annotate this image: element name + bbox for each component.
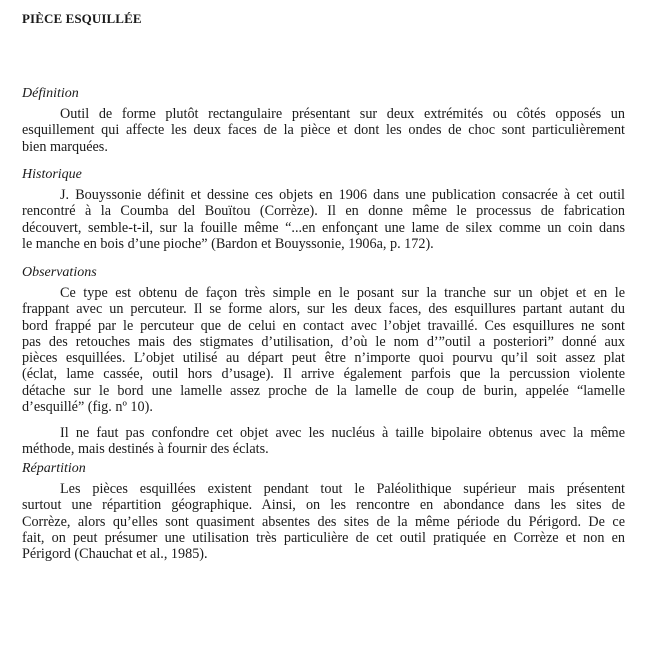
text-line: d’esquillé” (fig. nº 10). — [22, 399, 153, 416]
paragraph-definition — [22, 106, 625, 155]
text-line: surtout une répartition géographique. Ainsi, on les rencontre en abondance dans les sites de — [22, 497, 625, 514]
text-line: fait, on peut présumer une utilisation très particulière de cet outil pratiquée en Corrèze et non en — [22, 529, 625, 546]
text-line: (éclat, lame cassée, outil hors d’usage). Il arrive également parfois que la percussion violente — [22, 366, 625, 383]
text-line: le manche en bois d’une pioche” (Bardon et Bouyssonie, 1906a, p. 172). — [22, 235, 434, 252]
section-heading-historique: Historique — [22, 167, 82, 182]
paragraph-observations-1 — [22, 285, 625, 415]
text-line: frappant avec un percuteur. Il se forme alors, sur les deux faces, des esquillures partant autant du — [22, 301, 625, 318]
text-line: Outil de forme plutôt rectangulaire présentant sur deux extrémités ou côtés opposés un — [60, 106, 625, 122]
text-line: Périgord (Chauchat et al., 1985). — [22, 546, 208, 563]
text-line: pas des retouches mais des stigmates d’utilisation, d’où le nom d’”outil a posteriori” donné aux — [22, 333, 625, 350]
paragraph-repartition — [22, 481, 625, 562]
text-line: bord frappé par le percuteur que de celui en contact avec l’objet travaillé. Ces esquillures ne sont — [22, 317, 625, 334]
text-line: Les pièces esquillées existent pendant tout le Paléolithique supérieur mais présentent — [60, 481, 625, 497]
paragraph-observations-2 — [22, 425, 625, 458]
text-line: J. Bouyssonie définit et dessine ces objets en 1906 dans une publication consacrée à cet outil — [60, 187, 625, 203]
section-heading-definition: Définition — [22, 86, 79, 101]
text-line: Corrèze, alors qu’elles sont quasiment absentes des sites de la même période du Périgord. De ce — [22, 513, 625, 530]
text-line: découvert, semble-t-il, sur la fouille même “...en enfonçant une lame de silex comme un coin dans — [22, 219, 625, 236]
text-line: rencontré à la Coumba del Bouïtou (Corrèze). Il en donne même le processus de fabrication — [22, 203, 625, 220]
text-line: Ce type est obtenu de façon très simple en le posant sur la tranche sur un objet et en le — [60, 285, 625, 301]
paragraph-historique — [22, 187, 625, 252]
text-line: bien marquées. — [22, 138, 108, 155]
text-line: détache sur le bord une lamelle assez proche de la lamelle de coup de burin, appelée “lamelle — [22, 382, 625, 399]
text-line: méthode, mais destinés à fournir des éclats. — [22, 441, 269, 458]
text-line: pièces esquillées. L’objet utilisé au départ peut être n’importe quoi pourvu qu’il soit assez plat — [22, 350, 625, 367]
text-line: Il ne faut pas confondre cet objet avec les nucléus à taille bipolaire obtenus avec la même — [60, 425, 625, 441]
document-title: PIÈCE ESQUILLÉE — [22, 11, 142, 26]
section-heading-repartition: Répartition — [22, 461, 86, 476]
section-heading-observations: Observations — [22, 265, 97, 280]
text-line: esquillement qui affecte les deux faces de la pièce et dont les ondes de choc sont particulièrement — [22, 122, 625, 139]
